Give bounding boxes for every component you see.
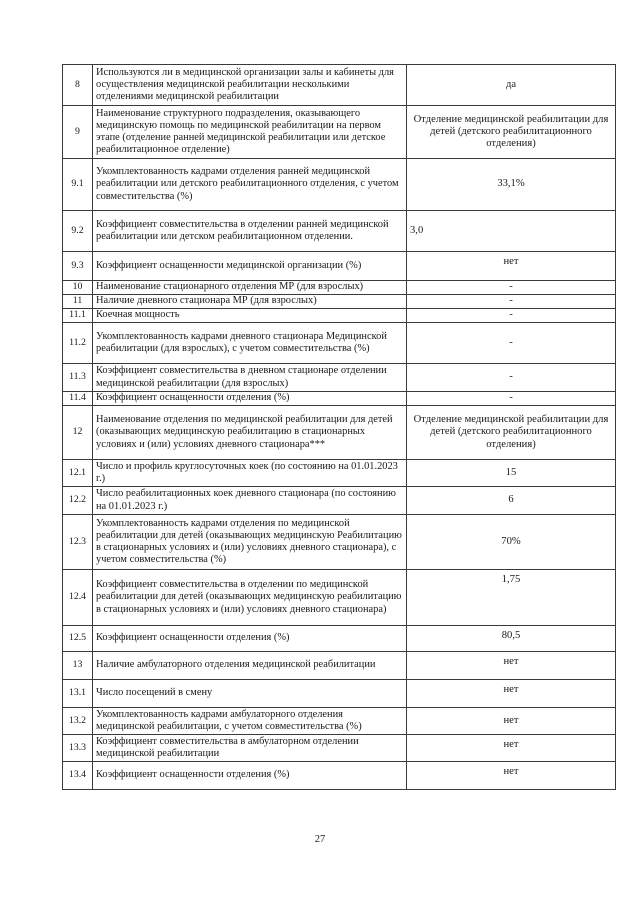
row-label: Коэффициент совместительства в отделении по медицинской реабилитации для детей (оказывающих медицинскую реабилитацию в стационарных условиях и (или) условиях дневного стационара) bbox=[93, 570, 407, 626]
table-row bbox=[63, 281, 616, 295]
row-number: 11.1 bbox=[63, 309, 93, 323]
row-label: Наличие амбулаторного отделения медицинской реабилитации bbox=[93, 652, 407, 680]
row-value: - bbox=[407, 323, 616, 364]
row-value: нет bbox=[407, 252, 616, 281]
row-value: - bbox=[407, 392, 616, 406]
row-label: Коэффициент оснащенности медицинской организации (%) bbox=[93, 252, 407, 281]
row-number: 12.1 bbox=[63, 460, 93, 487]
row-label: Число и профиль круглосуточных коек (по состоянию на 01.01.2023 г.) bbox=[93, 460, 407, 487]
table-row bbox=[63, 295, 616, 309]
row-label: Укомплектованность кадрами амбулаторного отделения медицинской реабилитации, с учетом совместительства (%) bbox=[93, 708, 407, 735]
table-row bbox=[63, 323, 616, 364]
table-row bbox=[63, 106, 616, 159]
row-number: 11.3 bbox=[63, 364, 93, 392]
row-label: Число реабилитационных коек дневного стационара (по состоянию на 01.01.2023 г.) bbox=[93, 487, 407, 515]
row-value: - bbox=[407, 309, 616, 323]
table-row bbox=[63, 735, 616, 762]
row-number: 13.3 bbox=[63, 735, 93, 762]
table-row bbox=[63, 626, 616, 652]
row-value: 80,5 bbox=[407, 626, 616, 652]
row-value: да bbox=[407, 65, 616, 106]
row-label: Наличие дневного стационара МР (для взрослых) bbox=[93, 295, 407, 309]
row-value: нет bbox=[407, 735, 616, 762]
row-number: 12.3 bbox=[63, 515, 93, 570]
row-number: 10 bbox=[63, 281, 93, 295]
row-value: - bbox=[407, 364, 616, 392]
row-label: Наименование отделения по медицинской реабилитации для детей (оказывающих медицинскую реабилитацию в стационарных условиях и (или) условиях дневного стационара*** bbox=[93, 406, 407, 460]
row-label: Укомплектованность кадрами дневного стационара Медицинской реабилитации (для взрослых), с учетом совместительства (%) bbox=[93, 323, 407, 364]
row-label: Коечная мощность bbox=[93, 309, 407, 323]
row-value: 3,0 bbox=[407, 211, 616, 252]
table-row bbox=[63, 487, 616, 515]
row-label: Коэффициент совместительства в дневном стационаре отделении медицинской реабилитации (для взрослых) bbox=[93, 364, 407, 392]
row-number: 12.4 bbox=[63, 570, 93, 626]
row-number: 9.2 bbox=[63, 211, 93, 252]
row-value: 15 bbox=[407, 460, 616, 487]
table-row bbox=[63, 309, 616, 323]
row-value: 6 bbox=[407, 487, 616, 515]
row-label: Число посещений в смену bbox=[93, 680, 407, 708]
table-row bbox=[63, 460, 616, 487]
row-label: Наименование стационарного отделения МР (для взрослых) bbox=[93, 281, 407, 295]
row-label: Укомплектованность кадрами отделения по медицинской реабилитации для детей (оказывающих медицинскую Реабилитацию в стационарных условиях и (или) условиях дневного стационара), с учетом совместительства (%) bbox=[93, 515, 407, 570]
row-value: нет bbox=[407, 708, 616, 735]
row-value: нет bbox=[407, 652, 616, 680]
row-label: Коэффициент оснащенности отделения (%) bbox=[93, 392, 407, 406]
row-value: нет bbox=[407, 680, 616, 708]
table-row bbox=[63, 364, 616, 392]
table-row bbox=[63, 762, 616, 790]
table-row bbox=[63, 392, 616, 406]
row-number: 12 bbox=[63, 406, 93, 460]
table-row bbox=[63, 680, 616, 708]
table-row bbox=[63, 652, 616, 680]
row-number: 9.3 bbox=[63, 252, 93, 281]
row-value: - bbox=[407, 295, 616, 309]
row-label: Коэффициент оснащенности отделения (%) bbox=[93, 762, 407, 790]
row-number: 11 bbox=[63, 295, 93, 309]
row-label: Укомплектованность кадрами отделения ранней медицинской реабилитации или детского реабилитационного отделения, с учетом совместительства (%) bbox=[93, 159, 407, 211]
table-row bbox=[63, 252, 616, 281]
table-row bbox=[63, 570, 616, 626]
row-number: 9 bbox=[63, 106, 93, 159]
row-label: Коэффициент совместительства в амбулаторном отделении медицинской реабилитации bbox=[93, 735, 407, 762]
row-number: 8 bbox=[63, 65, 93, 106]
row-number: 11.4 bbox=[63, 392, 93, 406]
row-value: Отделение медицинской реабилитации для детей (детского реабилитационного отделения) bbox=[407, 406, 616, 460]
row-value: - bbox=[407, 281, 616, 295]
table-row bbox=[63, 406, 616, 460]
row-value: 1,75 bbox=[407, 570, 616, 626]
table-row bbox=[63, 211, 616, 252]
row-value: 70% bbox=[407, 515, 616, 570]
row-number: 11.2 bbox=[63, 323, 93, 364]
row-number: 12.5 bbox=[63, 626, 93, 652]
table-row bbox=[63, 515, 616, 570]
row-number: 9.1 bbox=[63, 159, 93, 211]
page-number: 27 bbox=[314, 834, 326, 845]
row-value: нет bbox=[407, 762, 616, 790]
table-row bbox=[63, 159, 616, 211]
row-label: Наименование структурного подразделения, оказывающего медицинскую помощь по медицинской реабилитации на первом этапе (отделение ранней медицинской реабилитации или детское реабилитационное отделение) bbox=[93, 106, 407, 159]
row-number: 13.4 bbox=[63, 762, 93, 790]
row-label: Используются ли в медицинской организации залы и кабинеты для осуществления медицинской реабилитации несколькими отделениями медицинской реабилитации bbox=[93, 65, 407, 106]
row-label: Коэффициент оснащенности отделения (%) bbox=[93, 626, 407, 652]
row-number: 12.2 bbox=[63, 487, 93, 515]
table-row bbox=[63, 708, 616, 735]
row-number: 13 bbox=[63, 652, 93, 680]
row-number: 13.2 bbox=[63, 708, 93, 735]
table-row bbox=[63, 65, 616, 106]
rehabilitation-data-table bbox=[62, 64, 616, 790]
row-number: 13.1 bbox=[63, 680, 93, 708]
row-value: Отделение медицинской реабилитации для детей (детского реабилитационного отделения) bbox=[407, 106, 616, 159]
row-label: Коэффициент совместительства в отделении ранней медицинской реабилитации или детском реабилитационном отделении. bbox=[93, 211, 407, 252]
row-value: 33,1% bbox=[407, 159, 616, 211]
